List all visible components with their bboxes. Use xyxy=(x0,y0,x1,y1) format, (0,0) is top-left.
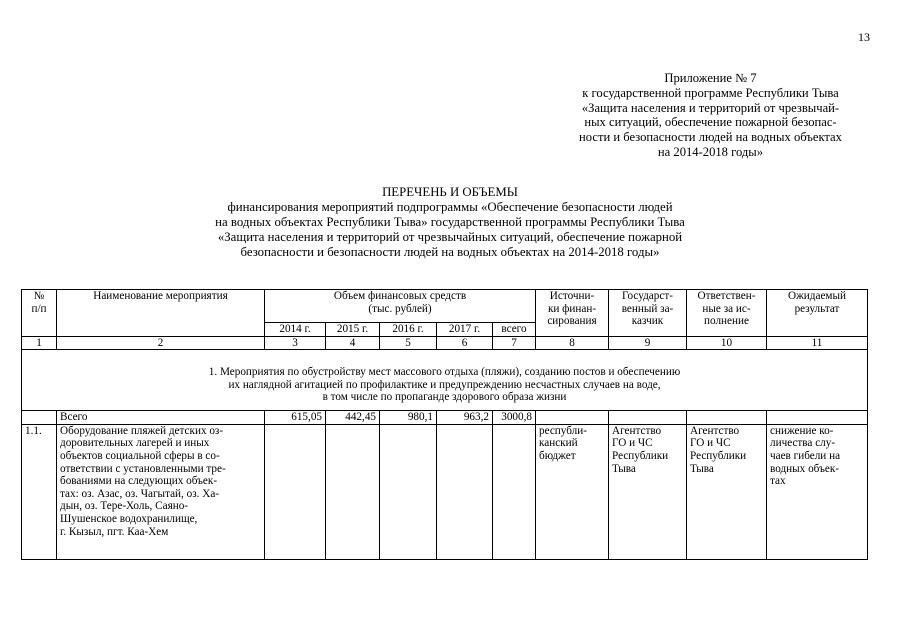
annex-line: «Защита населения и территорий от чрезвычай- xyxy=(581,100,840,115)
col-number: 8 xyxy=(536,336,609,350)
item-source: республи- канский бюджет xyxy=(536,424,609,559)
header-source: Источни- ки финан- сирования xyxy=(536,290,609,337)
header-num xyxy=(22,290,57,337)
item-customer: Агентство ГО и ЧС Республики Тыва xyxy=(609,424,687,559)
header-volume: Объем финансовых средств (тыс. рублей) xyxy=(265,290,536,323)
header-customer: Государст- венный за- казчик xyxy=(609,290,687,337)
item-name: Оборудование пляжей детских оз- доровительных лагерей и иных объектов социальной сферы в со- ответствии с установленными тре- бованиями на следующих объек- тах: оз. Азас, оз. Чагытай, оз. Ха- дын, оз. Тере-Холь, Саяно- Шушенское водохранилище, г. Кызыл, пгт. Каа-Хем xyxy=(57,424,265,559)
total-2016: 980,1 xyxy=(380,411,437,425)
title-line: безопасности и безопасности людей на водных объектах на 2014-2018 годы» xyxy=(240,245,660,259)
annex-line: к государственной программе Республики Тыва xyxy=(582,85,839,100)
item-num: 1.1. xyxy=(22,424,57,559)
section-line: в том числе по пропаганде здорового образа жизни xyxy=(322,391,567,404)
total-customer-cell xyxy=(609,411,687,425)
item-2014 xyxy=(265,424,326,559)
item-row xyxy=(22,424,868,559)
col-number: 4 xyxy=(326,336,380,350)
section-row xyxy=(22,350,868,411)
header-row xyxy=(22,290,868,323)
col-number: 5 xyxy=(380,336,437,350)
section-line: 1. Мероприятия по обустройству мест массового отдыха (пляжи), созданию постов и обеспечению xyxy=(208,366,681,379)
item-2015 xyxy=(326,424,380,559)
annex-line: ности и безопасности людей на водных объектах xyxy=(579,130,842,145)
col-number: 9 xyxy=(609,336,687,350)
header-result: Ожидаемый результат xyxy=(767,290,868,337)
title-line: «Защита населения и территорий от чрезвычайных ситуаций, обеспечение пожарной xyxy=(217,230,683,244)
col-number: 11 xyxy=(767,336,868,350)
total-2014: 615,05 xyxy=(265,411,326,425)
total-result-cell xyxy=(767,411,868,425)
total-2015: 442,45 xyxy=(326,411,380,425)
financing-table xyxy=(21,289,868,560)
total-all: 3000,8 xyxy=(493,411,536,425)
annex-line: на 2014-2018 годы» xyxy=(657,144,764,159)
column-numbers-row xyxy=(22,336,868,350)
item-responsible: Агентство ГО и ЧС Республики Тыва xyxy=(687,424,767,559)
item-2017 xyxy=(437,424,493,559)
annex-line: Приложение № 7 xyxy=(664,71,757,85)
header-year-2014: 2014 г. xyxy=(265,323,326,337)
section-line: их наглядной агитацией по профилактике и предупреждению несчастных случаев на воде, xyxy=(228,378,661,391)
total-num-cell xyxy=(22,411,57,425)
total-responsible-cell xyxy=(687,411,767,425)
header-year-total: всего xyxy=(493,323,536,337)
title-line: на водных объектах Республики Тыва» государственной программы Республики Тыва xyxy=(215,215,685,229)
col-number: 3 xyxy=(265,336,326,350)
item-result: снижение ко- личества слу- чаев гибели на водных объек- тах xyxy=(767,424,868,559)
col-number: 6 xyxy=(437,336,493,350)
section-heading xyxy=(22,350,868,411)
header-year-2015: 2015 г. xyxy=(326,323,380,337)
col-number: 2 xyxy=(57,336,265,350)
item-total xyxy=(493,424,536,559)
total-2017: 963,2 xyxy=(437,411,493,425)
header-name: Наименование мероприятия xyxy=(57,290,265,337)
item-2016 xyxy=(380,424,437,559)
page-number: 13 xyxy=(858,30,870,44)
document-title xyxy=(140,185,760,260)
col-number: 7 xyxy=(493,336,536,350)
header-num-text: № п/п xyxy=(31,290,47,315)
total-label: Всего xyxy=(57,411,265,425)
header-year-2016: 2016 г. xyxy=(380,323,437,337)
col-number: 1 xyxy=(22,336,57,350)
title-line: финансирования мероприятий подпрограммы «Обеспечение безопасности людей xyxy=(227,200,673,214)
annex-line: ных ситуаций, обеспечение пожарной безопас- xyxy=(584,115,837,130)
header-responsible: Ответствен- ные за ис- полнение xyxy=(687,290,767,337)
header-year-2017: 2017 г. xyxy=(437,323,493,337)
title-heading: ПЕРЕЧЕНЬ И ОБЪЕМЫ xyxy=(382,185,518,199)
col-number: 10 xyxy=(687,336,767,350)
total-source-cell xyxy=(536,411,609,425)
total-row xyxy=(22,411,868,425)
annex-header xyxy=(548,71,873,160)
